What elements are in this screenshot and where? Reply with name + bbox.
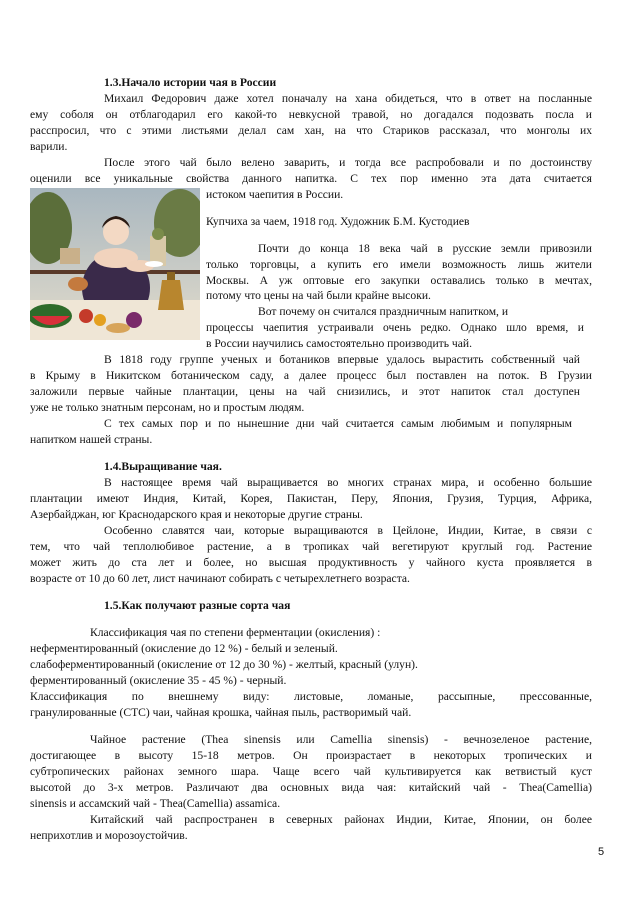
- text-line: неферментированный (окисление до 12 %) - белый и зеленый.: [30, 642, 338, 655]
- text-line: неприхотлив и морозоустойчив.: [30, 829, 188, 842]
- text-line: Китайский чай распространен в северных районах Индии, Китае, Японии, он более: [90, 813, 592, 826]
- section-heading-1-4: 1.4.Выращивание чая.: [104, 460, 222, 473]
- text-line: Классификация чая по степени ферментации (окисления) :: [90, 626, 381, 639]
- text-line: Почти до конца 18 века чай в русские земли привозили: [258, 242, 592, 255]
- text-line: В 1818 году группе ученых и ботаников впервые удалось вырастить собственный чай: [104, 353, 580, 366]
- text-line: достигающее в высоту 15-18 метров. Он произрастает в некоторых тропических и: [30, 749, 592, 762]
- text-line: процессы чаепития устраивали очень редко. Однако шло время, и: [206, 321, 584, 334]
- text-line: расспросил, что с этими листьями делал сам хан, на что Стариков рассказал, что монголы их: [30, 124, 592, 137]
- text-line: субтропических районах земного шара. Чаще всего чай культивируется как ветвистый куст: [30, 765, 592, 778]
- painting-image: [30, 188, 200, 340]
- text-line: Москвы. А уж оптовые его закупки оставались только в мечтах,: [206, 274, 592, 287]
- text-line: только торговцы, а купить его имели возможность лишь жители: [206, 258, 592, 271]
- text-line: С тех самых пор и по нынешние дни чай считается самым любимым и популярным: [104, 417, 572, 430]
- text-line: истоком чаепития в России.: [206, 188, 344, 201]
- text-line: в Крыму в Никитском ботаническом саду, а далее процесс был поставлен на поток. В Грузии: [30, 369, 592, 382]
- text-line: оценили все уникальные свойства данного напитка. С тех пор именно эта дата считается: [30, 172, 592, 185]
- text-line: возрасте от 10 до 60 лет, лист начинают собирать с четырехлетнего возраста.: [30, 572, 410, 585]
- text-line: ему соболя он отблагодарил его какой-то невкусной травой, но догадался подозвать посла и: [30, 108, 592, 121]
- text-line: плантации имеют Индия, Китай, Корея, Пакистан, Перу, Япония, Грузия, Турция, Африка,: [30, 492, 592, 505]
- text-line: варили.: [30, 140, 68, 153]
- painting-caption: Купчиха за чаем, 1918 год. Художник Б.М. Кустодиев: [206, 215, 470, 228]
- text-line: высотой до 3-х метров. Различают два основных вида чая: китайский чай - Thea(Camellia): [30, 781, 592, 794]
- text-line: может жить до ста лет и более, но высшая продуктивность у чайного куста проявляется в: [30, 556, 592, 569]
- text-line: потому что цены на чай были крайне высоки.: [206, 289, 431, 302]
- text-line: слабоферментированный (окисление от 12 до 30 %) - желтый, красный (улун).: [30, 658, 418, 671]
- text-line: Азербайджан, юг Краснодарского края и некоторые другие страны.: [30, 508, 363, 521]
- text-line: гранулированные (СТС) чаи, чайная крошка, чайная пыль, растворимый чай.: [30, 706, 412, 719]
- text-line: напитком нашей страны.: [30, 433, 153, 446]
- section-heading-1-5: 1.5.Как получают разные сорта чая: [104, 599, 291, 612]
- text-line: Классификация по внешнему виду: листовые, ломаные, рассыпные, прессованные,: [30, 690, 592, 703]
- text-line: Михаил Федорович даже хотел поначалу на хана обидеться, что в ответ на посланные: [104, 92, 592, 105]
- text-line: sinensis и ассамский чай - Thea(Camellia) assamica.: [30, 797, 281, 810]
- text-line: заложили первые чайные плантации, цены на чай снизились, и этот напиток стал доступен: [30, 385, 580, 398]
- text-line: ферментированный (окисление 35 - 45 %) - черный.: [30, 674, 287, 687]
- text-line: уже не только знатным персонам, но и простым людям.: [30, 401, 305, 414]
- text-line: Особенно славятся чаи, которые выращиваются в Цейлоне, Индии, Китае, в связи с: [104, 524, 592, 537]
- text-line: в России научились самостоятельно производить чай.: [206, 337, 473, 350]
- text-line: Чайное растение (Thea sinensis или Camellia sinensis) - вечнозеленое растение,: [90, 733, 592, 746]
- text-line: Вот почему он считался праздничным напитком, и: [258, 305, 509, 318]
- section-heading-1-3: 1.3.Начало истории чая в России: [104, 76, 277, 89]
- text-line: тем, что чай теплолюбивое растение, а в тропиках чай вегетируют круглый год. Растение: [30, 540, 592, 553]
- page-number: 5: [598, 846, 605, 858]
- text-line: В настоящее время чай выращивается во многих странах мира, и особенно большие: [104, 476, 592, 489]
- text-line: После этого чай было велено заварить, и тогда все распробовали и по достоинству: [104, 156, 592, 169]
